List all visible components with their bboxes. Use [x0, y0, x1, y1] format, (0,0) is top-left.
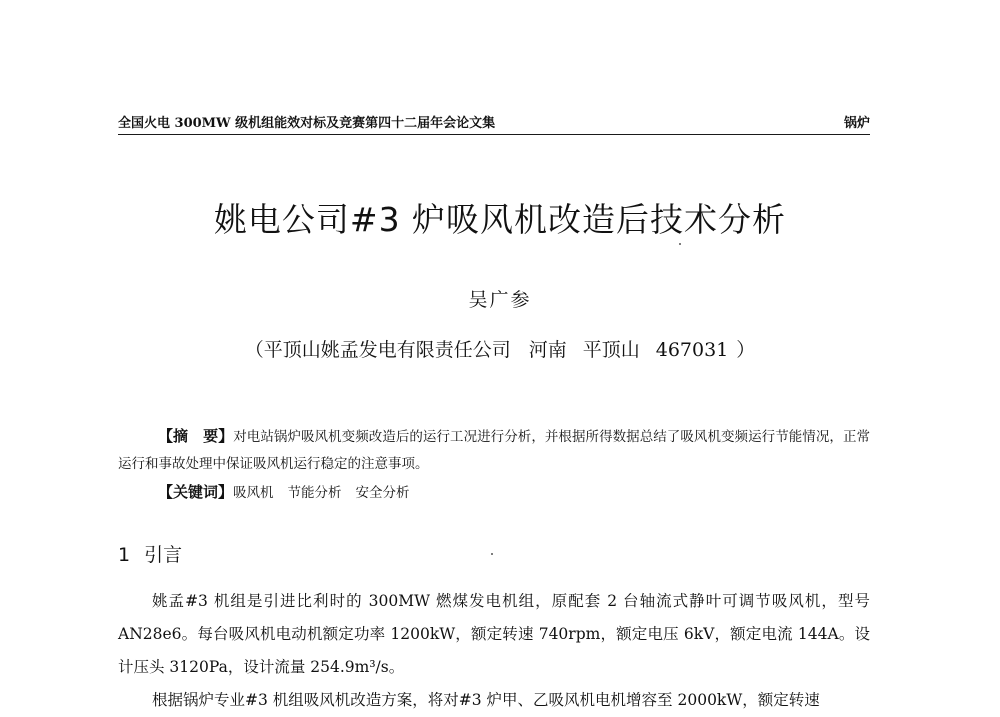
- abstract: [118, 423, 870, 478]
- paper-title: 姚电公司#3 炉吸风机改造后技术分析: [213, 200, 787, 239]
- section-category: 锅炉: [843, 116, 870, 131]
- abstract-label: 【摘 要】: [158, 427, 234, 445]
- keywords: [158, 481, 424, 502]
- affiliation-province: 河南: [528, 339, 567, 361]
- keyword-item: 安全分析: [355, 485, 410, 501]
- author-name: 吴广参: [468, 289, 532, 311]
- affiliation-open-paren: （: [244, 339, 264, 361]
- section-heading: [118, 540, 182, 567]
- keywords-label: 【关键词】: [158, 483, 234, 501]
- affiliation-zip: 467031: [655, 339, 729, 361]
- scan-speck: [679, 243, 681, 245]
- body-paragraph: 姚孟#3 机组是引进比利时的 300MW 燃煤发电机组，原配套 2 台轴流式静叶可调节吸风机，型号 AN28e6。每台吸风机电动机额定功率 1200kW，额定转速 740rpm，额定电压 6kV，额定电流 144A。设计压头 3120Pa，设计流量 254.9m³/s。: [118, 592, 870, 676]
- affiliation: [0, 335, 1000, 362]
- body-paragraph: 根据锅炉专业#3 机组吸风机改造方案，将对#3 炉甲、乙吸风机电机增容至 2000kW，额定转速: [152, 691, 820, 709]
- affiliation-org: 平顶山姚孟发电有限责任公司: [263, 339, 511, 361]
- running-header: [118, 110, 870, 135]
- affiliation-city: 平顶山: [582, 339, 640, 361]
- section-title: 引言: [144, 544, 183, 566]
- affiliation-close-paren: ）: [736, 339, 756, 361]
- keyword-item: 节能分析: [287, 485, 342, 501]
- keyword-item: 吸风机: [233, 485, 274, 501]
- abstract-text: 对电站锅炉吸风机变频改造后的运行工况进行分析，并根据所得数据总结了吸风机变频运行节能情况，正常运行和事故处理中保证吸风机运行稳定的注意事项。: [118, 429, 870, 472]
- section-number: 1: [118, 544, 131, 566]
- body-text: [118, 585, 870, 717]
- journal-title: 全国火电 300MW 级机组能效对标及竞赛第四十二届年会论文集: [118, 116, 496, 131]
- scan-speck: [491, 553, 493, 555]
